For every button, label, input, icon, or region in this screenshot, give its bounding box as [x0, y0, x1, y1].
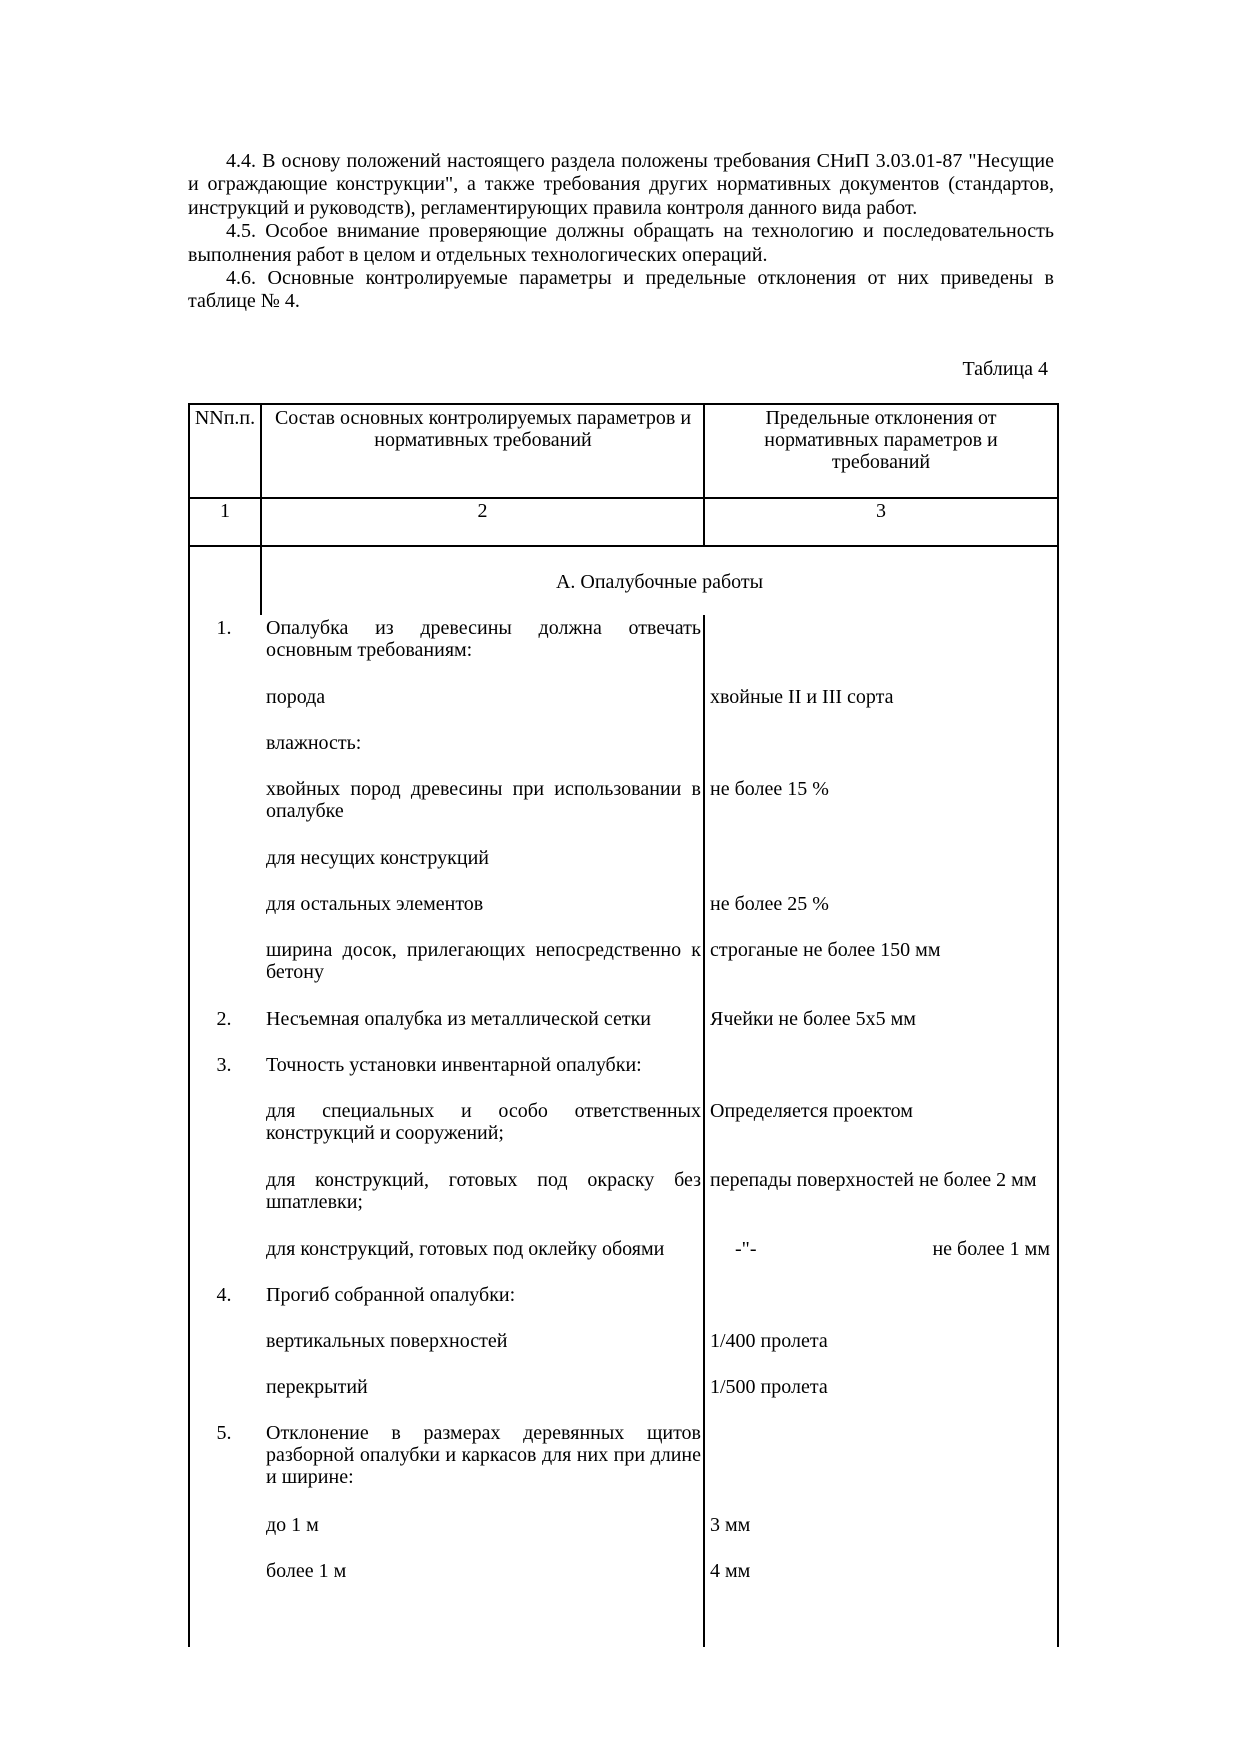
row-parameter: влажность:	[266, 732, 362, 754]
intro-text	[188, 150, 1054, 314]
row-parameter: Отклонение в размерах деревянных щитов разборной опалубки и каркасов для них при длине и ширине:	[266, 1422, 701, 1488]
column-divider-1	[260, 403, 262, 547]
row-limit: Ячейки не более 5х5 мм	[710, 1008, 916, 1030]
paragraph-4-6: 4.6. Основные контролируемые параметры и предельные отклонения от них приведены в таблице № 4.	[188, 267, 1054, 313]
row-limit: 3 мм	[710, 1514, 751, 1536]
row-limit: 4 мм	[710, 1560, 751, 1582]
section-title: А. Опалубочные работы	[555, 571, 764, 593]
header-col-deviations: Предельные отклонения от нормативных параметров и требований	[764, 407, 998, 473]
row-limit: 1/400 пролета	[710, 1330, 828, 1352]
header-bottom-border	[188, 497, 1059, 499]
row-limit: 1/500 пролета	[710, 1376, 828, 1398]
row-parameter: для остальных элементов	[266, 893, 484, 915]
row-limit: не более 15 %	[710, 778, 829, 800]
row-parameter: Несъемная опалубка из металлической сетки	[266, 1008, 651, 1030]
numbering-col-2: 2	[477, 500, 488, 522]
table-caption: Таблица 4	[962, 358, 1048, 380]
numbering-col-1: 1	[220, 500, 230, 522]
column-divider-2	[703, 403, 705, 547]
numbering-col-3: 3	[876, 500, 886, 522]
row-number: 3.	[216, 1054, 232, 1076]
header-col-parameters: Состав основных контролируемых параметров и нормативных требований	[274, 407, 692, 451]
row-parameter: для конструкций, готовых под оклейку обоями	[266, 1238, 665, 1260]
table-right-border	[1057, 403, 1059, 1647]
column-divider-2-body	[703, 615, 705, 1647]
row-limit: Определяется проектом	[710, 1100, 913, 1122]
row-limit: не более 25 %	[710, 893, 829, 915]
row-parameter: до 1 м	[266, 1514, 319, 1536]
paragraph-4-4: 4.4. В основу положений настоящего раздела положены требования СНиП 3.03.01-87 "Несущие и ограждающие конструкции", а также требования других нормативных документов (стандартов, инструкций и руководств), регламентирующих правила контроля данного вида работ.	[188, 150, 1054, 219]
row-parameter: для конструкций, готовых под окраску без шпатлевки;	[266, 1169, 701, 1213]
row-limit: перепады поверхностей не более 2 мм	[710, 1169, 1037, 1191]
row-parameter: Опалубка из древесины должна отвечать основным требованиям:	[266, 617, 701, 661]
row-parameter: хвойных пород древесины при использовании в опалубке	[266, 778, 701, 822]
row-parameter: для специальных и особо ответственных конструкций и сооружений;	[266, 1100, 701, 1144]
row-parameter: Точность установки инвентарной опалубки:	[266, 1054, 642, 1076]
header-col-number: NNп.п.	[194, 407, 256, 429]
row-number: 5.	[216, 1422, 232, 1444]
row-number: 1.	[216, 617, 232, 639]
table-top-border	[188, 403, 1059, 405]
row-parameter: порода	[266, 686, 326, 708]
row-limit-ditto: -"-	[735, 1238, 757, 1260]
row-limit: не более 1 мм	[932, 1238, 1050, 1260]
numbering-bottom-border	[188, 545, 1059, 547]
row-parameter: Прогиб собранной опалубки:	[266, 1284, 516, 1306]
row-parameter: более 1 м	[266, 1560, 347, 1582]
row-parameter: для несущих конструкций	[266, 847, 489, 869]
row-parameter: ширина досок, прилегающих непосредственно к бетону	[266, 939, 701, 983]
paragraph-4-5: 4.5. Особое внимание проверяющие должны обращать на технологию и последовательность выполнения работ в целом и отдельных технологических операций.	[188, 220, 1054, 266]
row-limit: хвойные II и III сорта	[710, 686, 894, 708]
row-number: 2.	[216, 1008, 232, 1030]
row-parameter: вертикальных поверхностей	[266, 1330, 508, 1352]
row-parameter: перекрытий	[266, 1376, 368, 1398]
row-limit: строганые не более 150 мм	[710, 939, 941, 961]
row-number: 4.	[216, 1284, 232, 1306]
